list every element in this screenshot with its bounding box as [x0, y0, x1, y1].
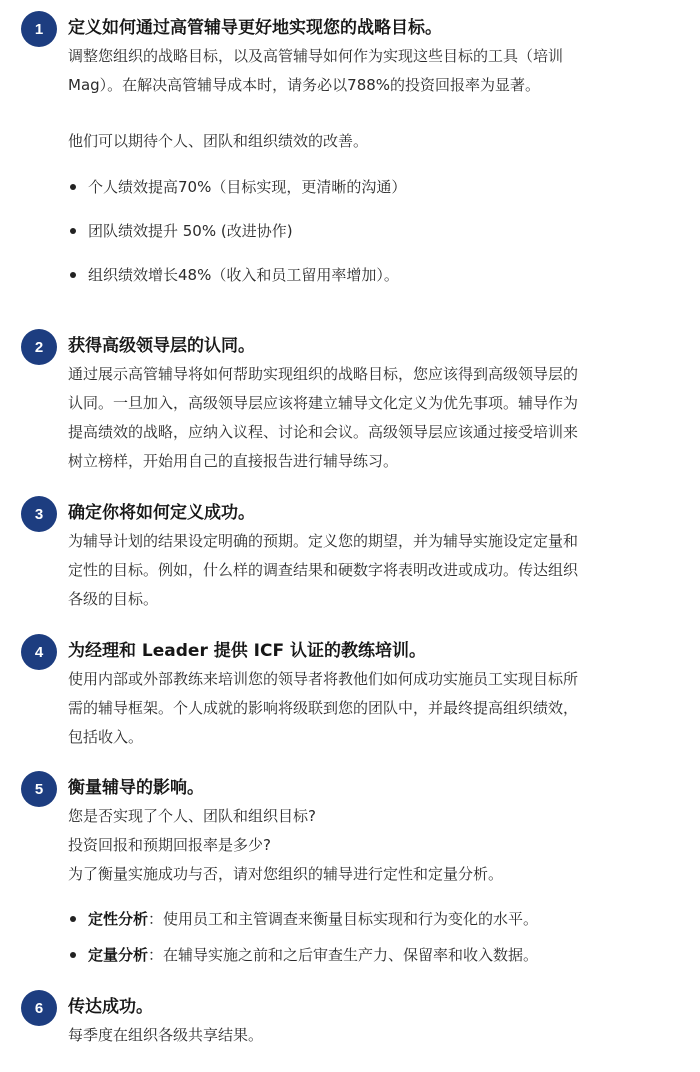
list-item-text: ：使用员工和主管调查来衡量目标实现和行为变化的水平。	[148, 910, 539, 928]
list-item	[68, 944, 678, 966]
step-number-badge: 5	[21, 771, 57, 807]
description-line: 使用内部或外部教练来培训您的领导者将教他们如何成功实施员工实现目标所	[68, 670, 579, 688]
step-number-badge: 3	[21, 496, 57, 532]
step-number-badge: 4	[21, 634, 57, 670]
description-line: 需的辅导框架。个人成就的影响将级联到您的团队中，并最终提高组织绩效，	[68, 699, 579, 717]
step-description	[68, 527, 668, 614]
list-item	[68, 908, 678, 930]
description-line: 认同。一旦加入，高级领导层应该将建立辅导文化定义为优先事项。辅导作为	[68, 394, 579, 412]
list-item	[68, 176, 678, 198]
description-line: 调整您组织的战略目标，以及高管辅导如何作为实现这些目标的工具（培训	[68, 47, 564, 65]
step-title: 传达成功。	[68, 997, 153, 1017]
step-description	[68, 665, 668, 752]
description-line: 各级的目标。	[68, 590, 159, 608]
step-description	[68, 802, 668, 889]
description-line: 每季度在组织各级共享结果。	[68, 1026, 264, 1044]
step-description	[68, 360, 668, 476]
description-line: 提高绩效的战略，应纳入议程、讨论和会议。高级领导层应该通过接受培训来	[68, 423, 579, 441]
step-description: 他们可以期待个人、团队和组织绩效的改善。	[68, 132, 369, 150]
bullet-icon	[70, 228, 76, 234]
step-description	[68, 1021, 668, 1050]
bullet-icon	[70, 184, 76, 190]
list-item-label: 定性分析	[88, 910, 149, 928]
step-number-badge: 1	[21, 11, 57, 47]
list-item-text: 组织绩效增长48%（收入和员工留用率增加）。	[88, 266, 399, 284]
step-description	[68, 42, 668, 100]
list-item-text: 团队绩效提升 50% (改进协作)	[88, 222, 293, 240]
bullet-icon	[70, 272, 76, 278]
list-item-text: 个人绩效提高70%（目标实现，更清晰的沟通）	[88, 178, 407, 196]
bullet-list	[68, 908, 678, 966]
description-line: 为了衡量实施成功与否，请对您组织的辅导进行定性和定量分析。	[68, 865, 504, 883]
step-title: 定义如何通过高管辅导更好地实现您的战略目标。	[68, 18, 442, 38]
description-line: 投资回报和预期回报率是多少?	[68, 836, 271, 854]
description-line: 为辅导计划的结果设定明确的预期。定义您的期望，并为辅导实施设定定量和	[68, 532, 579, 550]
list-item	[68, 220, 678, 242]
list-item	[68, 264, 678, 286]
bullet-icon	[70, 916, 76, 922]
description-line: Mag）。在解决高管辅导成本时，请务必以788%的投资回报率为显著。	[68, 76, 541, 94]
step-title: 为经理和 Leader 提供 ICF 认证的教练培训。	[68, 641, 427, 661]
step-number-badge: 6	[21, 990, 57, 1026]
step-title: 确定你将如何定义成功。	[68, 503, 255, 523]
step-title: 衡量辅导的影响。	[68, 778, 204, 798]
step-number-badge: 2	[21, 329, 57, 365]
description-line: 包括收入。	[68, 728, 144, 746]
description-line: 定性的目标。例如，什么样的调查结果和硬数字将表明改进或成功。传达组织	[68, 561, 579, 579]
step-title: 获得高级领导层的认同。	[68, 336, 255, 356]
list-item-text: ：在辅导实施之前和之后审查生产力、保留率和收入数据。	[148, 946, 539, 964]
description-line: 树立榜样，开始用自己的直接报告进行辅导练习。	[68, 452, 399, 470]
bullet-list	[68, 176, 678, 286]
description-line: 通过展示高管辅导将如何帮助实现组织的战略目标，您应该得到高级领导层的	[68, 365, 579, 383]
bullet-icon	[70, 952, 76, 958]
list-item-label: 定量分析	[88, 946, 149, 964]
description-line: 您是否实现了个人、团队和组织目标?	[68, 807, 316, 825]
